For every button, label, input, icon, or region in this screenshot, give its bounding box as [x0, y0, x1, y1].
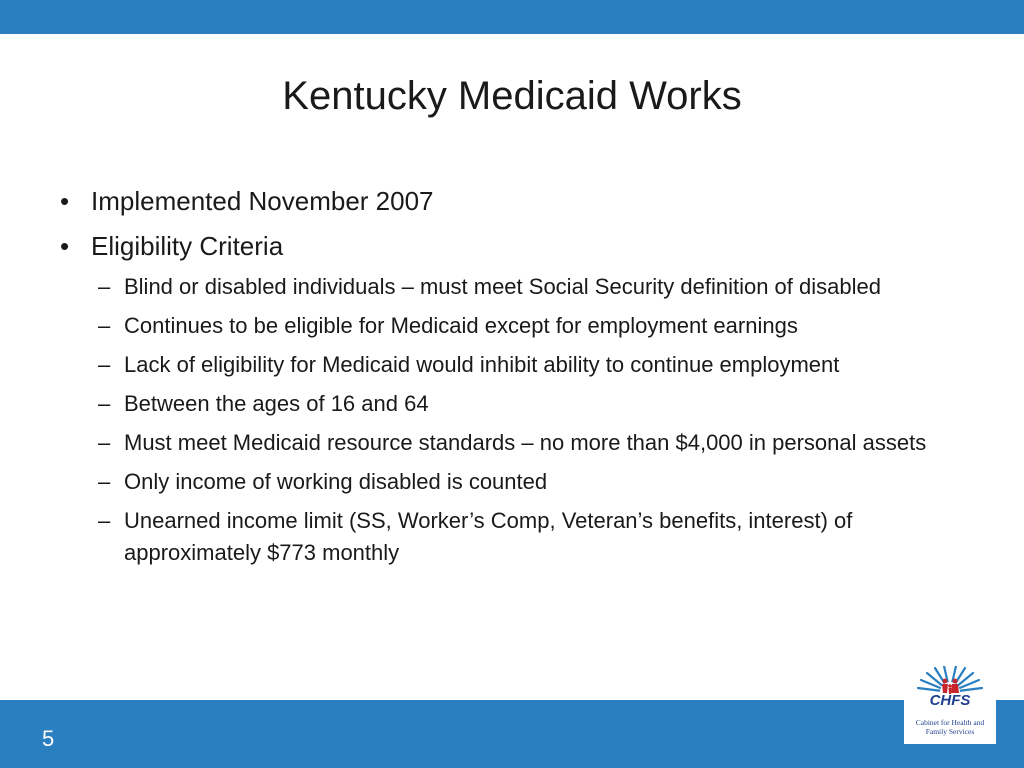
dash-icon: – [98, 508, 111, 533]
sub-bullet-text: Must meet Medicaid resource standards – no more than $4,000 in personal assets [124, 430, 927, 455]
slide-title: Kentucky Medicaid Works [282, 74, 742, 118]
logo-subtitle-line1: Cabinet for Health and [915, 718, 985, 727]
logo-name: CHFS [929, 692, 971, 709]
page-number: 5 [42, 726, 55, 751]
sub-bullet-text: Continues to be eligible for Medicaid except for employment earnings [124, 313, 798, 338]
bullet-text: Eligibility Criteria [91, 231, 284, 261]
sub-bullet-text: Between the ages of 16 and 64 [124, 391, 429, 416]
dash-icon: – [98, 430, 111, 455]
sub-bullet-text: Lack of eligibility for Medicaid would inhibit ability to continue employment [124, 352, 840, 377]
sub-bullet-item [58, 466, 968, 498]
sub-bullet-item [58, 388, 968, 420]
sub-bullet-text: Unearned income limit (SS, Worker’s Comp, Veteran’s benefits, interest) of approximately $773 monthly [124, 508, 853, 565]
bullet-text: Implemented November 2007 [91, 186, 434, 216]
sub-bullet-list [58, 271, 968, 569]
sub-bullet-item [58, 349, 968, 381]
bottom-accent-bar [0, 700, 1024, 768]
sub-bullet-item [58, 310, 968, 342]
bullet-item [58, 229, 968, 263]
bullet-list [58, 184, 968, 576]
dash-icon: – [98, 391, 111, 416]
logo-subtitle [904, 718, 996, 736]
logo-subtitle-line2: Family Services [925, 727, 975, 736]
sub-bullet-text: Blind or disabled individuals – must meet Social Security definition of disabled [124, 274, 881, 299]
top-accent-bar [0, 0, 1024, 34]
dash-icon: – [98, 274, 111, 299]
sub-bullet-text: Only income of working disabled is counted [124, 469, 548, 494]
dash-icon: – [98, 352, 111, 377]
bullet-icon: • [60, 186, 70, 216]
sub-bullet-item [58, 505, 968, 569]
bullet-item [58, 184, 968, 218]
dash-icon: – [98, 313, 111, 338]
bullet-icon: • [60, 231, 70, 261]
sub-bullet-item [58, 427, 968, 459]
dash-icon: – [98, 469, 111, 494]
chfs-logo [904, 662, 996, 744]
sub-bullet-item [58, 271, 968, 303]
